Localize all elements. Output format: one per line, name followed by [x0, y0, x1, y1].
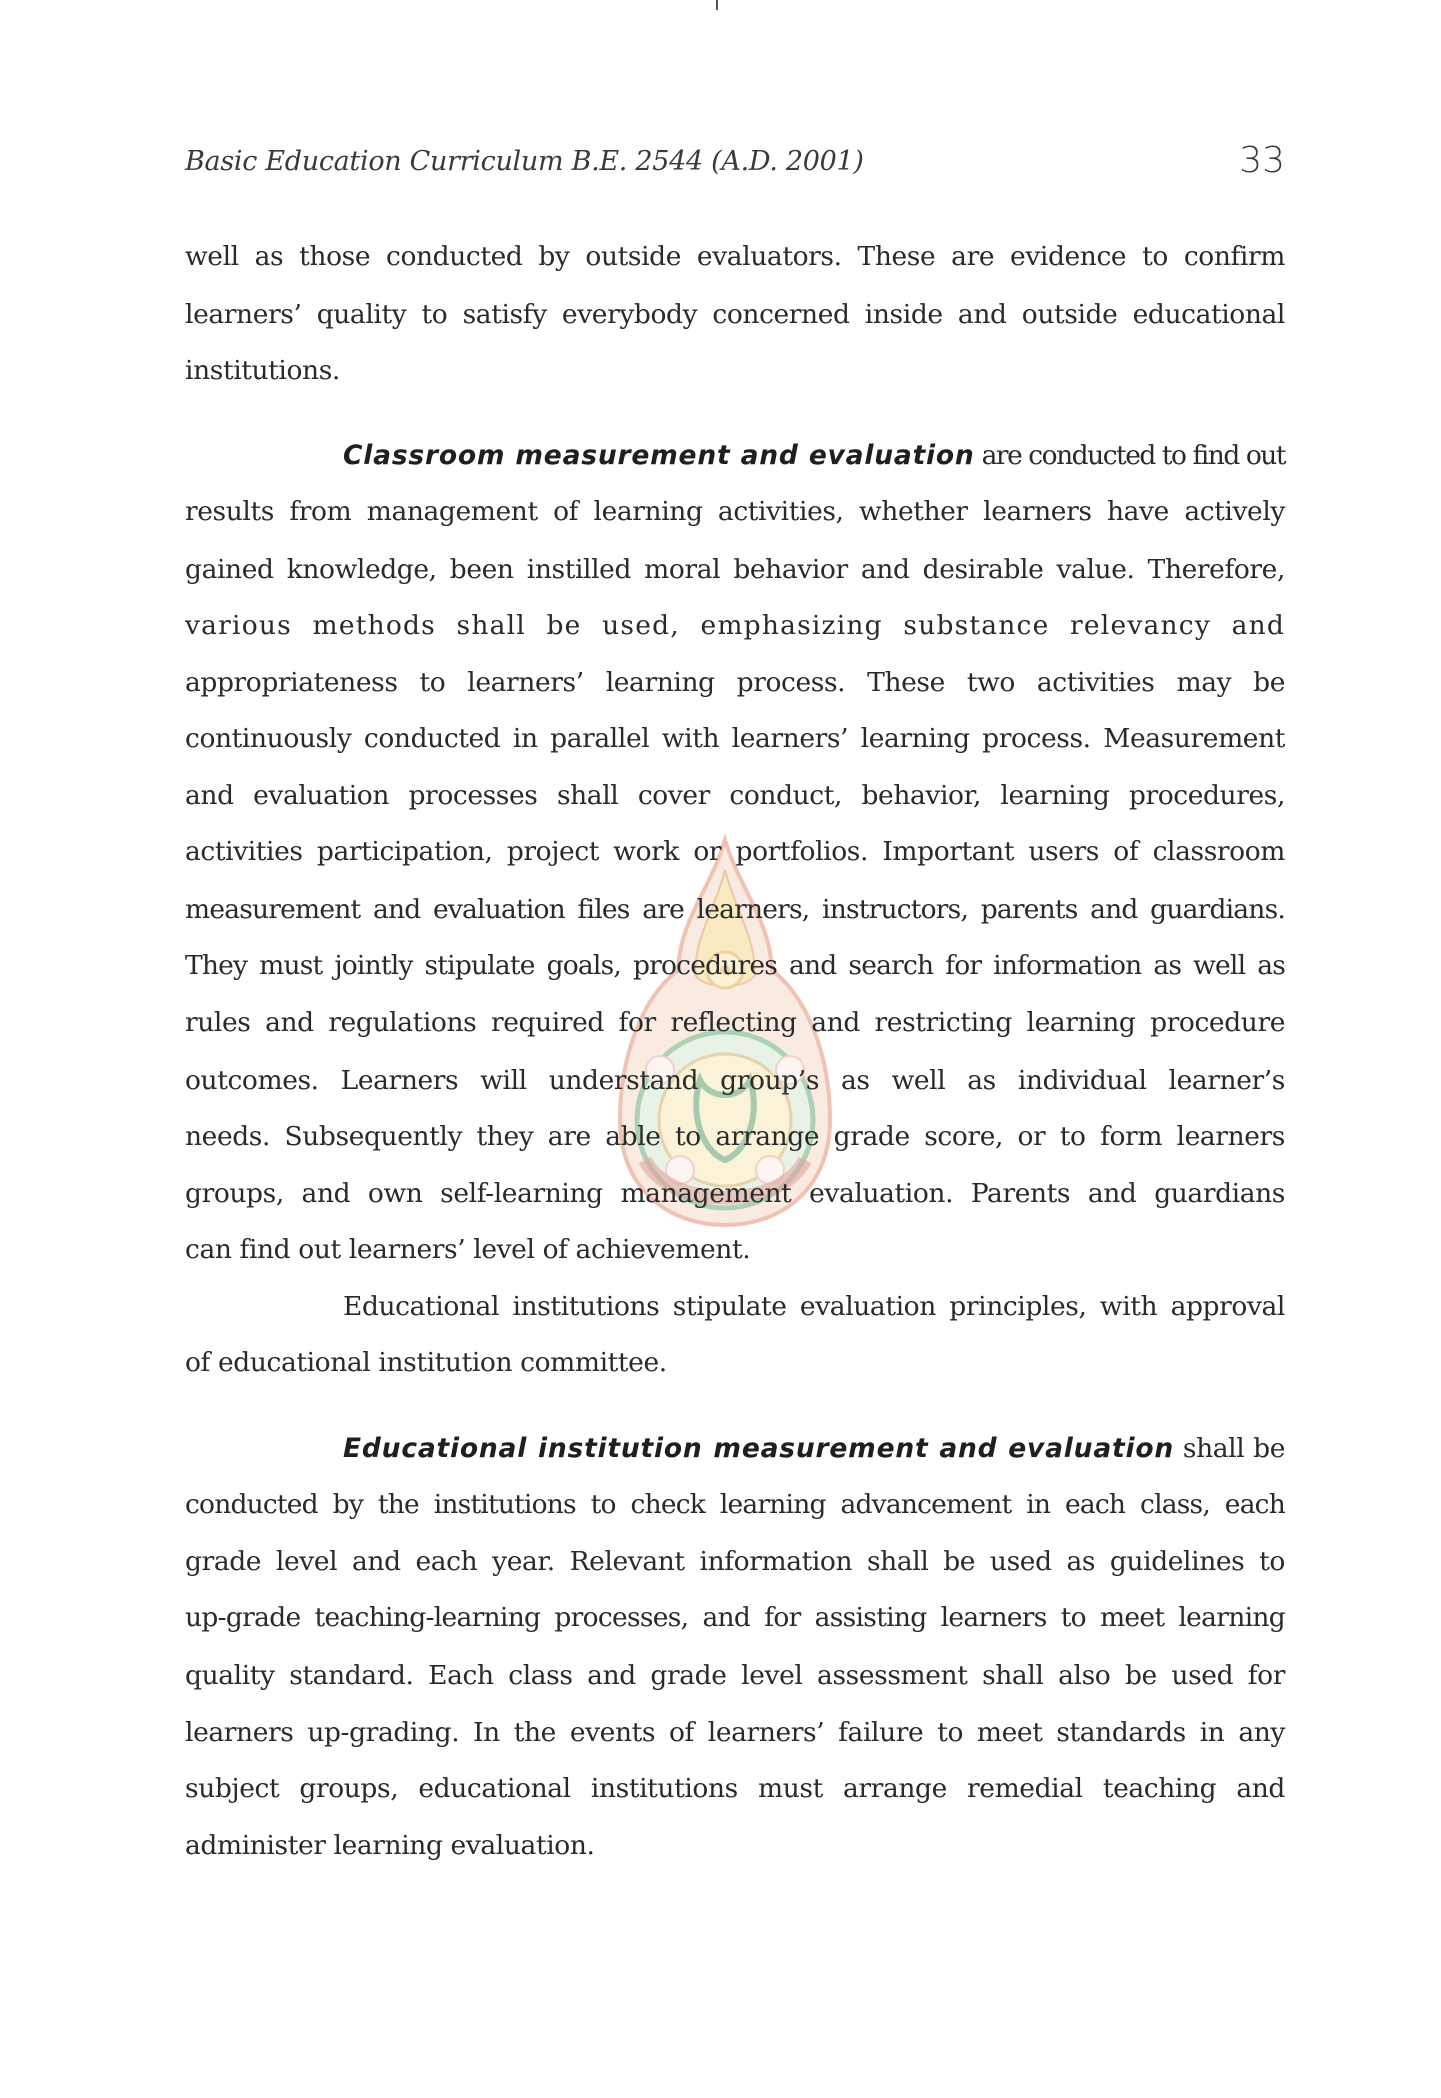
text-line: groups, and own self-learning management evaluation. Parents and guardians — [185, 1178, 1285, 1209]
text-line: administer learning evaluation. — [185, 1830, 595, 1861]
text-line: continuously conducted in parallel with learners’ learning process. Measurement — [185, 723, 1285, 754]
page-edge-mark — [716, 0, 718, 10]
text-line: subject groups, educational institutions must arrange remedial teaching and — [185, 1773, 1285, 1804]
text-line: learners up-grading. In the events of learners’ failure to meet standards in any — [185, 1717, 1285, 1748]
text-line: can find out learners’ level of achievement. — [185, 1234, 751, 1265]
text-fragment: shall be — [1174, 1433, 1285, 1464]
text-line: rules and regulations required for reflecting and restricting learning procedure — [185, 1007, 1285, 1038]
text-line: Educational institutions stipulate evaluation principles, with approval — [343, 1291, 1285, 1322]
text-line: grade level and each year. Relevant information shall be used as guidelines to — [185, 1546, 1285, 1577]
text-line: learners’ quality to satisfy everybody concerned inside and outside educational — [185, 299, 1285, 330]
text-line: institutions. — [185, 355, 340, 386]
text-line: various methods shall be used, emphasizing substance relevancy and — [185, 610, 1285, 641]
page-number: 33 — [1239, 140, 1285, 181]
text-line: needs. Subsequently they are able to arrange grade score, or to form learners — [185, 1121, 1285, 1152]
text-fragment: are conducted to find out — [974, 440, 1285, 471]
text-line: results from management of learning activities, whether learners have actively — [185, 496, 1285, 527]
text-line: measurement and evaluation files are learners, instructors, parents and guardians. — [185, 894, 1285, 925]
text-line: They must jointly stipulate goals, procedures and search for information as well as — [185, 950, 1285, 981]
text-line: up-grade teaching-learning processes, and for assisting learners to meet learning — [185, 1602, 1285, 1633]
text-line: gained knowledge, been instilled moral behavior and desirable value. Therefore, — [185, 554, 1285, 585]
section-heading-institution: Educational institution measurement and evaluation — [343, 1433, 1175, 1464]
text-line: outcomes. Learners will understand group’s as well as individual learner’s — [185, 1065, 1285, 1096]
text-line: well as those conducted by outside evaluators. These are evidence to confirm — [185, 241, 1285, 272]
text-line: activities participation, project work or portfolios. Important users of classroom — [185, 836, 1285, 867]
text-line: conducted by the institutions to check learning advancement in each class, each — [185, 1489, 1285, 1520]
text-line: of educational institution committee. — [185, 1347, 667, 1378]
running-title: Basic Education Curriculum B.E. 2544 (A.D. 2001) — [185, 146, 864, 177]
text-line: appropriateness to learners’ learning process. These two activities may be — [185, 667, 1285, 698]
paragraph-lead-line — [185, 436, 1285, 476]
text-line: and evaluation processes shall cover conduct, behavior, learning procedures, — [185, 780, 1285, 811]
paragraph-lead-line — [185, 1429, 1285, 1469]
section-heading-classroom: Classroom measurement and evaluation — [343, 440, 975, 471]
text-line: quality standard. Each class and grade level assessment shall also be used for — [185, 1660, 1285, 1691]
page-header — [185, 140, 1285, 180]
